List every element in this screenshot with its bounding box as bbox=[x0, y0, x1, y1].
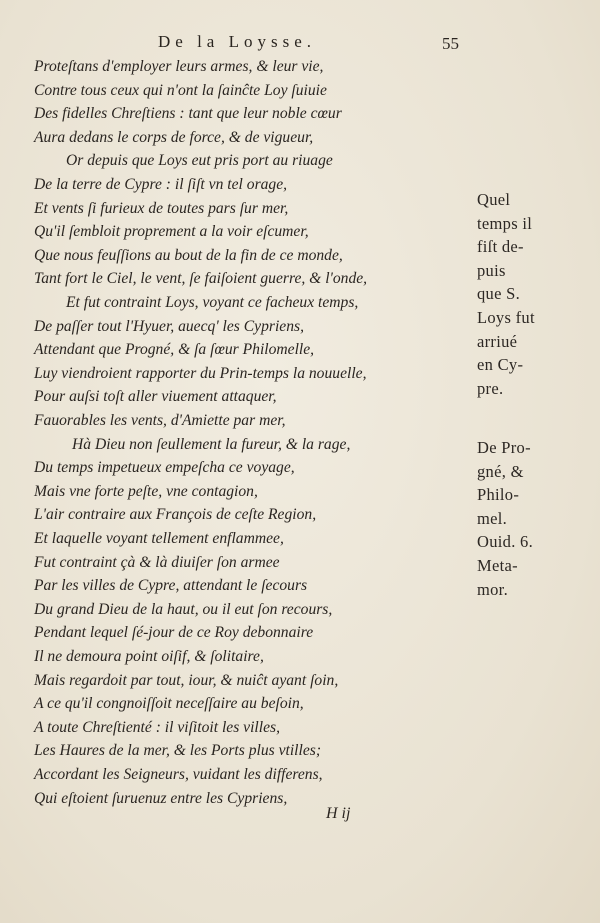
margin-note-line: arriué bbox=[477, 331, 518, 351]
verse-line: A toute Chreſtienté : il viſitoit les villes, bbox=[34, 718, 280, 736]
verse-line: A ce qu'il congnoiſſoit neceſſaire au beſoin, bbox=[34, 695, 304, 713]
verse-line: Luy viendroient rapporter du Prin-temps la nouuelle, bbox=[34, 364, 367, 382]
margin-note-line: Philo- bbox=[477, 485, 520, 505]
verse-line: Pendant lequel ſé-jour de ce Roy debonnaire bbox=[34, 624, 314, 642]
page-number: 55 bbox=[442, 34, 459, 53]
verse-line: Qu'il ſembloit proprement a la voir eſcumer, bbox=[34, 223, 309, 241]
margin-note-line: Loys fut bbox=[477, 308, 535, 327]
verse-line: Par les villes de Cypre, attendant le ſecours bbox=[34, 577, 308, 595]
verse-line: Pour auſsi toſt aller viuement attaquer, bbox=[34, 388, 277, 406]
verse-line: Les Haures de la mer, & les Ports plus vtilles; bbox=[34, 742, 322, 760]
margin-note-line: Quel bbox=[477, 190, 511, 209]
verse-line: Du temps impetueux empeſcha ce voyage, bbox=[34, 459, 295, 477]
margin-note-line: Ouid. 6. bbox=[477, 532, 534, 552]
margin-note-line: Meta- bbox=[477, 556, 518, 575]
margin-note-line: puis bbox=[477, 260, 506, 280]
verse-line: Aura dedans le corps de force, & de vigueur, bbox=[34, 128, 314, 146]
verse-line: Et vents ſi furieux de toutes pars ſur mer, bbox=[34, 199, 289, 217]
verse-line: Attendant que Progné, & ſa ſœur Philomelle, bbox=[34, 341, 315, 359]
verse-line: Et laquelle voyant tellement enflammee, bbox=[34, 530, 284, 547]
margin-note-line: temps il bbox=[477, 213, 533, 233]
verse-line: Mais regardoit par tout, iour, & nuiĉt ayant ſoin, bbox=[34, 671, 339, 689]
verse-line: Proteſtans d'employer leurs armes, & leur vie, bbox=[34, 58, 324, 75]
verse-line: Tant fort le Ciel, le vent, ſe faiſoient guerre, & l'onde, bbox=[34, 270, 368, 288]
margin-note-line: mel. bbox=[477, 508, 508, 528]
verse-line: Fut contraint çà & là diuiſer ſon armee bbox=[34, 553, 280, 571]
verse-line: Contre tous ceux qui n'ont la ſainĉte Loy ſuiuie bbox=[34, 81, 327, 99]
margin-note-line: que S. bbox=[477, 284, 521, 304]
verse-line: De paſſer tout l'Hyuer, auecq' les Cypriens, bbox=[34, 317, 304, 335]
verse-line: Qui eſtoient ſuruenuz entre les Cypriens, bbox=[34, 789, 288, 807]
verse-line: Or depuis que Loys eut pris port au riuage bbox=[66, 152, 333, 170]
signature-mark: H ij bbox=[326, 805, 351, 822]
verse-line: Des fidelles Chreſtiens : tant que leur noble cœur bbox=[34, 105, 342, 123]
margin-note-line: en Cy- bbox=[477, 355, 524, 375]
verse-line: L'air contraire aux François de ceſte Region, bbox=[34, 506, 317, 524]
verse-line: De la terre de Cypre : il ſiſt vn tel orage, bbox=[34, 176, 288, 193]
verse-line: Du grand Dieu de la haut, ou il eut ſon recours, bbox=[34, 600, 333, 618]
verse-line: Mais vne forte peſte, vne contagion, bbox=[34, 482, 258, 500]
verse-line: Et fut contraint Loys, voyant ce facheux temps, bbox=[66, 294, 359, 311]
margin-note-line: gné, & bbox=[477, 461, 524, 481]
verse-line: Il ne demoura point oiſif, & ſolitaire, bbox=[34, 648, 264, 665]
verse-line: Que nous feuſſions au bout de la fin de ce monde, bbox=[34, 246, 343, 264]
margin-note-line: De Pro- bbox=[477, 438, 531, 457]
running-title: De la Loysse. bbox=[158, 32, 317, 51]
verse-line: Fauorables les vents, d'Amiette par mer, bbox=[34, 412, 286, 429]
margin-note-line: pre. bbox=[477, 378, 504, 398]
verse-line: Accordant les Seigneurs, vuidant les differens, bbox=[34, 766, 323, 783]
margin-note-line: fiſt de- bbox=[477, 237, 524, 257]
margin-note-line: mor. bbox=[477, 579, 508, 599]
verse-line: Hà Dieu non ſeullement la fureur, & la rage, bbox=[72, 435, 351, 453]
